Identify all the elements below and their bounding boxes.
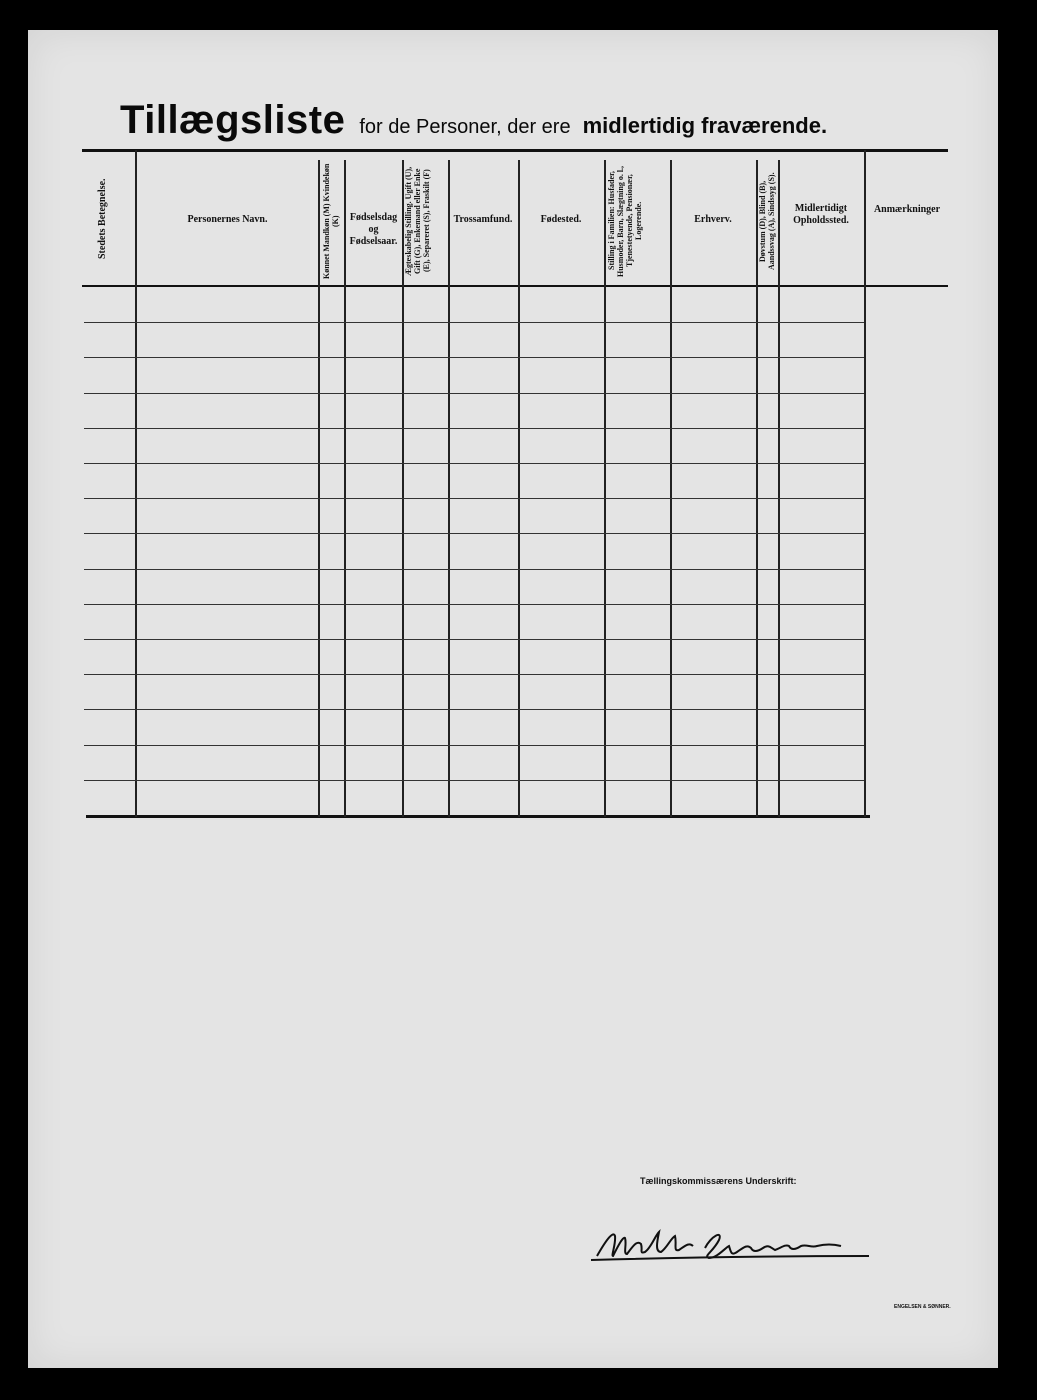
col-divider-6 [518,160,520,817]
col-divider-5 [448,160,450,817]
header-stedets: Stedets Betegnelse. [97,178,108,260]
table-row-line [84,357,864,358]
title-sub: for de Personer, der ere [359,116,571,138]
col-divider-8 [670,160,672,817]
form-title [120,98,827,143]
table-row-line [84,745,864,746]
table-row-line [84,428,864,429]
table-row-line [84,393,864,394]
header-aegteskab: Ægteskabelig Stilling. Ugift (U), Gift (G), Enkemand eller Enke (E), Separeret (S), Fraskilt (F) [404,166,431,276]
header-fodested: Fødested. [540,214,582,225]
header-sygdom: Døvstum (D), Blind (B), Aandssvag (A), Sindssyg (S). [758,172,776,270]
header-navn: Personernes Navn. [187,214,268,225]
title-main: Tillægsliste [120,98,346,142]
signature [585,1222,875,1272]
header-opholdssted: Midlertidigt Opholdssted. [793,203,849,226]
table-row-line [84,463,864,464]
table-bottom-border [86,815,870,818]
col-divider-7 [604,160,606,817]
table-row-line [84,639,864,640]
table-row-line [84,569,864,570]
table-row-line [84,674,864,675]
col-divider-2 [318,160,320,817]
table-row-line [84,322,864,323]
table-row-line [84,780,864,781]
table-row-line [84,709,864,710]
signature-label: Tællingskommissærens Underskrift: [640,1176,797,1186]
header-tro: Trossamfund. [453,214,513,225]
header-fodsel: Fødselsdag og Fødselsaar. [349,212,398,247]
title-bold: midlertidig fraværende. [582,113,828,138]
printer-mark: ENGELSEN & SØNNER. [894,1304,951,1310]
header-anm: Anmærkninger [873,204,941,215]
table-row-line [84,533,864,534]
col-divider-1 [135,150,137,817]
col-divider-11 [864,150,866,817]
table-row-line [84,498,864,499]
header-stilling: Stilling i Familien: Husfader, Husmoder, Barn, Slægtning o. l., Tjenestetyende, Pensionær, Logerende. [607,165,643,277]
table-row-line [84,604,864,605]
header-bottom-border [82,285,948,287]
table-top-border [82,149,948,152]
header-kjonnet: Kønnet Mandkøn (M) Kvindekøn (K) [322,163,340,279]
header-erhverv: Erhverv. [694,214,732,225]
col-divider-10 [778,160,780,817]
